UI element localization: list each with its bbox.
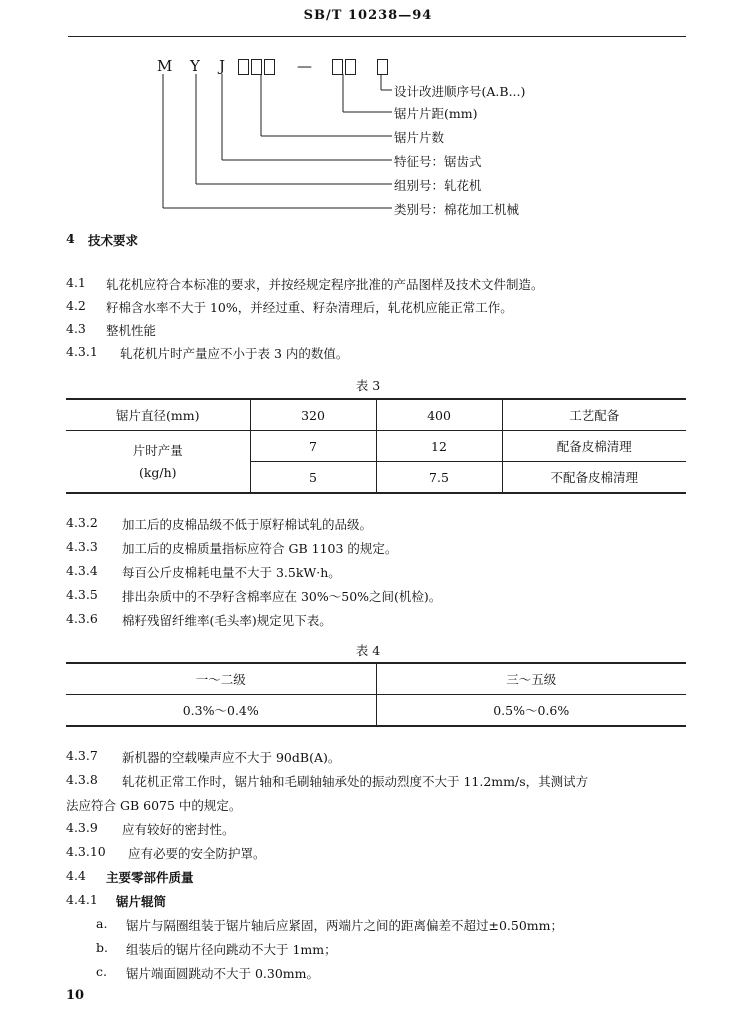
list-item-label: a. [96,916,108,931]
para-num: 4.2 [66,298,86,313]
para-num: 4.3.1 [66,344,98,359]
para-num: 4.3.2 [66,515,98,530]
legend-category: 类别号：棉花加工机械 [394,202,520,217]
page-number: 10 [66,988,85,1003]
table3 [66,398,686,494]
section-number: 4 [66,231,75,246]
para-text: 应有较好的密封性。 [122,822,235,837]
legend-saw-count: 锯片片数 [394,130,445,145]
table-header-cell: 锯片直径(mm) [66,399,250,431]
para-num: 4.3.10 [66,844,106,859]
section-title: 技术要求 [88,233,139,248]
para-text: 轧花机正常工作时，锯片轴和毛刷轴轴承处的振动烈度不大于 11.2mm/s，其测试方 [122,774,589,789]
table-header-cell: 320 [250,399,376,431]
table3-row-label-line2: (kg/h) [138,464,177,480]
table3-row-label [66,431,250,494]
para-text: 应有必要的安全防护罩。 [128,846,266,861]
para-text: 新机器的空载噪声应不大于 90dB(A)。 [122,750,341,765]
table-cell: 不配备皮棉清理 [550,470,638,485]
code-letter-j: J [219,57,226,75]
table-cell: 5 [250,462,376,494]
para-continuation: 法应符合 GB 6075 中的规定。 [66,798,242,813]
para-text: 加工后的皮棉品级不低于原籽棉试轧的品级。 [122,517,373,532]
table-header-cell: 一～二级 [66,663,376,695]
list-item: 组装后的锯片径向跳动不大于 1mm； [126,942,337,957]
para-num: 4.3.9 [66,820,98,835]
para-num: 4.4.1 [66,892,98,907]
table3-header-row [66,399,686,431]
table4-caption: 表 4 [355,643,381,658]
para-num: 4.4 [66,868,86,883]
table3-caption: 表 3 [355,378,381,393]
para-num: 4.3 [66,321,86,336]
table-cell: 12 [376,431,502,462]
para-text: 锯片辊筒 [116,894,167,909]
para-text: 排出杂质中的不孕籽含棉率应在 30%～50%之间(机检)。 [122,589,442,604]
para-num: 4.1 [66,275,86,290]
para-text: 整机性能 [106,323,157,338]
table-cell: 0.5%～0.6% [493,703,570,718]
code-letter-y: Y [190,57,200,75]
para-num: 4.3.7 [66,748,98,763]
para-num: 4.3.4 [66,563,98,578]
para-num: 4.3.8 [66,772,98,787]
table-cell: 0.3%～0.4% [66,695,376,727]
table-row [66,431,686,462]
para-num: 4.3.3 [66,539,98,554]
page-header: SB/T 10238—94 [303,8,433,23]
list-item-label: b. [96,940,108,955]
para-text: 加工后的皮棉质量指标应符合 GB 1103 的规定。 [122,541,398,556]
table-cell: 7 [250,431,376,462]
para-num: 4.3.6 [66,611,98,626]
code-dash: — [297,57,312,75]
legend-design-revision: 设计改进顺序号(A.B...) [394,84,526,99]
table-cell: 配备皮棉清理 [502,431,686,462]
list-item: 锯片端面圆跳动不大于 0.30mm。 [126,966,320,981]
table-cell: 7.5 [376,462,502,494]
para-text: 籽棉含水率不大于 10%，并经过重、籽杂清理后，轧花机应能正常工作。 [106,300,513,315]
para-text: 主要零部件质量 [106,870,194,885]
para-text: 轧花机片时产量应不小于表 3 内的数值。 [120,346,349,361]
para-text: 轧花机应符合本标准的要求，并按经规定程序批准的产品图样及技术文件制造。 [106,277,544,292]
list-item-label: c. [96,964,107,979]
para-text: 每百公斤皮棉耗电量不大于 3.5kW·h。 [122,565,341,580]
legend-group: 组别号：轧花机 [394,178,482,193]
table-row [66,695,686,727]
list-item: 锯片与隔圈组装于锯片轴后应紧固，两端片之间的距离偏差不超过±0.50mm； [126,918,564,933]
legend-feature: 特征号：锯齿式 [394,154,482,169]
table3-row-label-line1: 片时产量 [132,442,183,458]
table4 [66,662,686,727]
para-text: 棉籽残留纤维率(毛头率)规定见下表。 [122,613,332,628]
code-letter-m: M [157,57,173,75]
table-header-cell: 工艺配备 [502,399,686,431]
code-leader-lines [0,0,736,230]
table4-header-row [66,663,686,695]
legend-saw-pitch: 锯片片距(mm) [394,106,478,121]
table-header-cell: 400 [376,399,502,431]
para-num: 4.3.5 [66,587,98,602]
table-header-cell: 三～五级 [376,663,686,695]
